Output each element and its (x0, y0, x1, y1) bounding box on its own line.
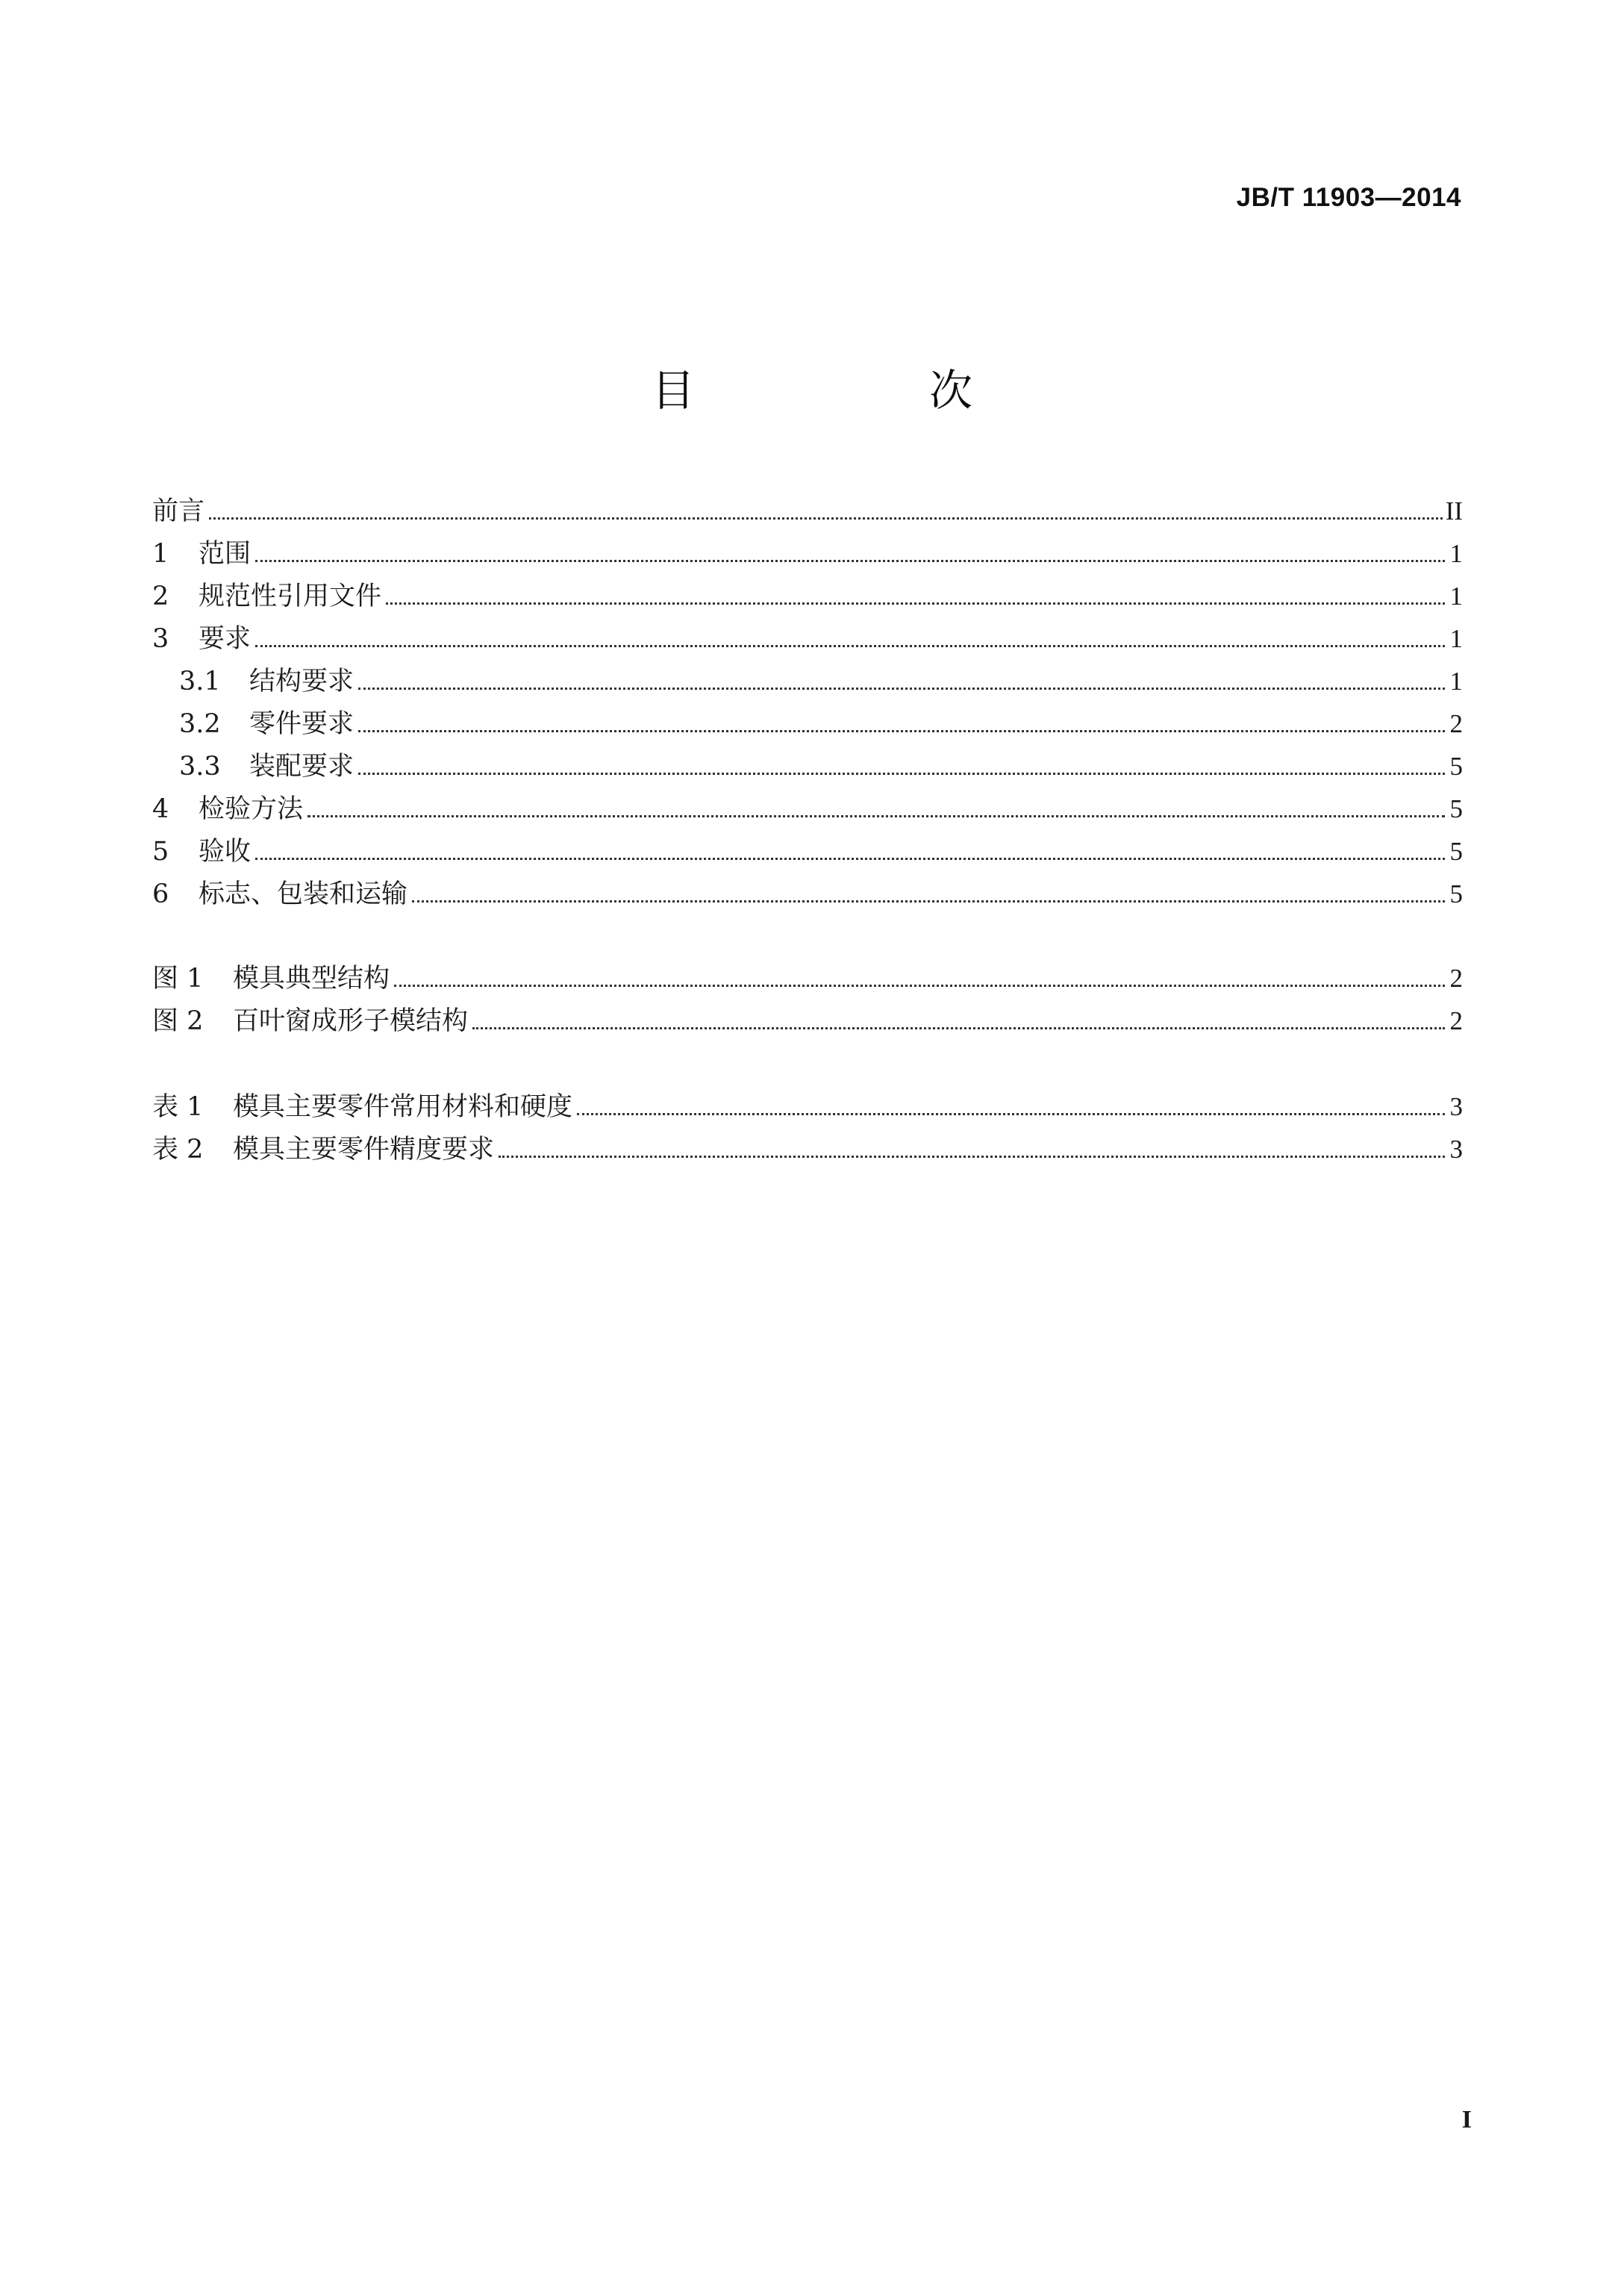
dot-leader (472, 1027, 1445, 1029)
toc-entry-label: 检验方法 (199, 794, 304, 824)
dot-leader (386, 602, 1445, 605)
page-number: I (1461, 2106, 1472, 2133)
toc-entry-page: II (1445, 496, 1463, 526)
toc-entry-number: 3.3 (179, 752, 221, 782)
toc-entry-number: 3 (152, 624, 169, 654)
table-label: 模具主要零件精度要求 (233, 1135, 495, 1165)
dot-leader (358, 688, 1445, 690)
table-entry-1[interactable] (152, 1085, 1463, 1128)
figure-entry-1[interactable] (152, 957, 1463, 1000)
table-page: 3 (1449, 1135, 1463, 1164)
figure-page: 2 (1449, 1006, 1463, 1035)
toc-entry-6[interactable] (152, 873, 1463, 915)
toc-entry-label: 前言 (152, 496, 205, 526)
figure-label: 模具典型结构 (233, 964, 390, 994)
table-page: 3 (1449, 1092, 1463, 1121)
toc-entry-number: 6 (152, 879, 169, 909)
dot-leader (358, 730, 1445, 732)
table-of-contents (152, 490, 1463, 1171)
toc-entry-number: 5 (152, 837, 169, 867)
table-number: 表 1 (152, 1092, 204, 1122)
toc-entry-3-1[interactable] (152, 660, 1463, 702)
figure-number: 图 1 (152, 964, 204, 994)
toc-entry-3[interactable] (152, 617, 1463, 660)
toc-entry-number: 4 (152, 794, 169, 824)
dot-leader (358, 773, 1445, 775)
toc-entry-number: 3.1 (179, 667, 221, 696)
figure-page: 2 (1449, 964, 1463, 993)
toc-entry-page: 1 (1449, 539, 1463, 568)
toc-entry-3-2[interactable] (152, 702, 1463, 745)
table-number: 表 2 (152, 1135, 204, 1165)
toc-entry-2[interactable] (152, 575, 1463, 617)
toc-entry-label: 验收 (199, 837, 252, 867)
dot-leader (307, 815, 1445, 817)
toc-entry-page: 5 (1449, 879, 1463, 908)
dot-leader (499, 1156, 1445, 1158)
dot-leader (577, 1113, 1445, 1115)
toc-entry-number: 2 (152, 582, 169, 611)
dot-leader (394, 985, 1445, 987)
toc-entry-foreword[interactable] (152, 490, 1463, 532)
toc-entry-page: 5 (1449, 837, 1463, 866)
toc-entry-3-3[interactable] (152, 745, 1463, 788)
toc-entry-label: 要求 (199, 624, 252, 654)
toc-entry-label: 结构要求 (249, 667, 355, 696)
table-label: 模具主要零件常用材料和硬度 (233, 1092, 573, 1122)
toc-entry-page: 2 (1449, 709, 1463, 738)
toc-entry-page: 5 (1449, 752, 1463, 781)
toc-entry-page: 5 (1449, 794, 1463, 823)
toc-entry-label: 装配要求 (249, 752, 355, 782)
toc-entry-number: 3.2 (179, 709, 221, 739)
figure-label: 百叶窗成形子模结构 (233, 1006, 469, 1036)
toc-entry-page: 1 (1449, 582, 1463, 611)
toc-entry-label: 规范性引用文件 (199, 582, 382, 611)
section-spacer (152, 915, 1463, 957)
toc-entry-label: 标志、包装和运输 (199, 879, 408, 909)
dot-leader (255, 645, 1445, 647)
toc-entry-label: 零件要求 (249, 709, 355, 739)
table-entry-2[interactable] (152, 1128, 1463, 1171)
toc-entry-page: 1 (1449, 624, 1463, 653)
page-title: 目 次 (651, 365, 1068, 416)
toc-entry-label: 范围 (199, 539, 252, 569)
dot-leader (412, 900, 1445, 903)
dot-leader (255, 858, 1445, 860)
toc-entry-number: 1 (152, 539, 169, 569)
toc-entry-1[interactable] (152, 532, 1463, 575)
section-spacer (152, 1042, 1463, 1085)
figure-number: 图 2 (152, 1006, 204, 1036)
toc-entry-5[interactable] (152, 830, 1463, 873)
figure-entry-2[interactable] (152, 1000, 1463, 1042)
dot-leader (255, 560, 1445, 562)
dot-leader (209, 517, 1443, 520)
toc-entry-page: 1 (1449, 667, 1463, 696)
standard-code: JB/T 11903—2014 (1236, 183, 1461, 212)
toc-entry-4[interactable] (152, 788, 1463, 830)
